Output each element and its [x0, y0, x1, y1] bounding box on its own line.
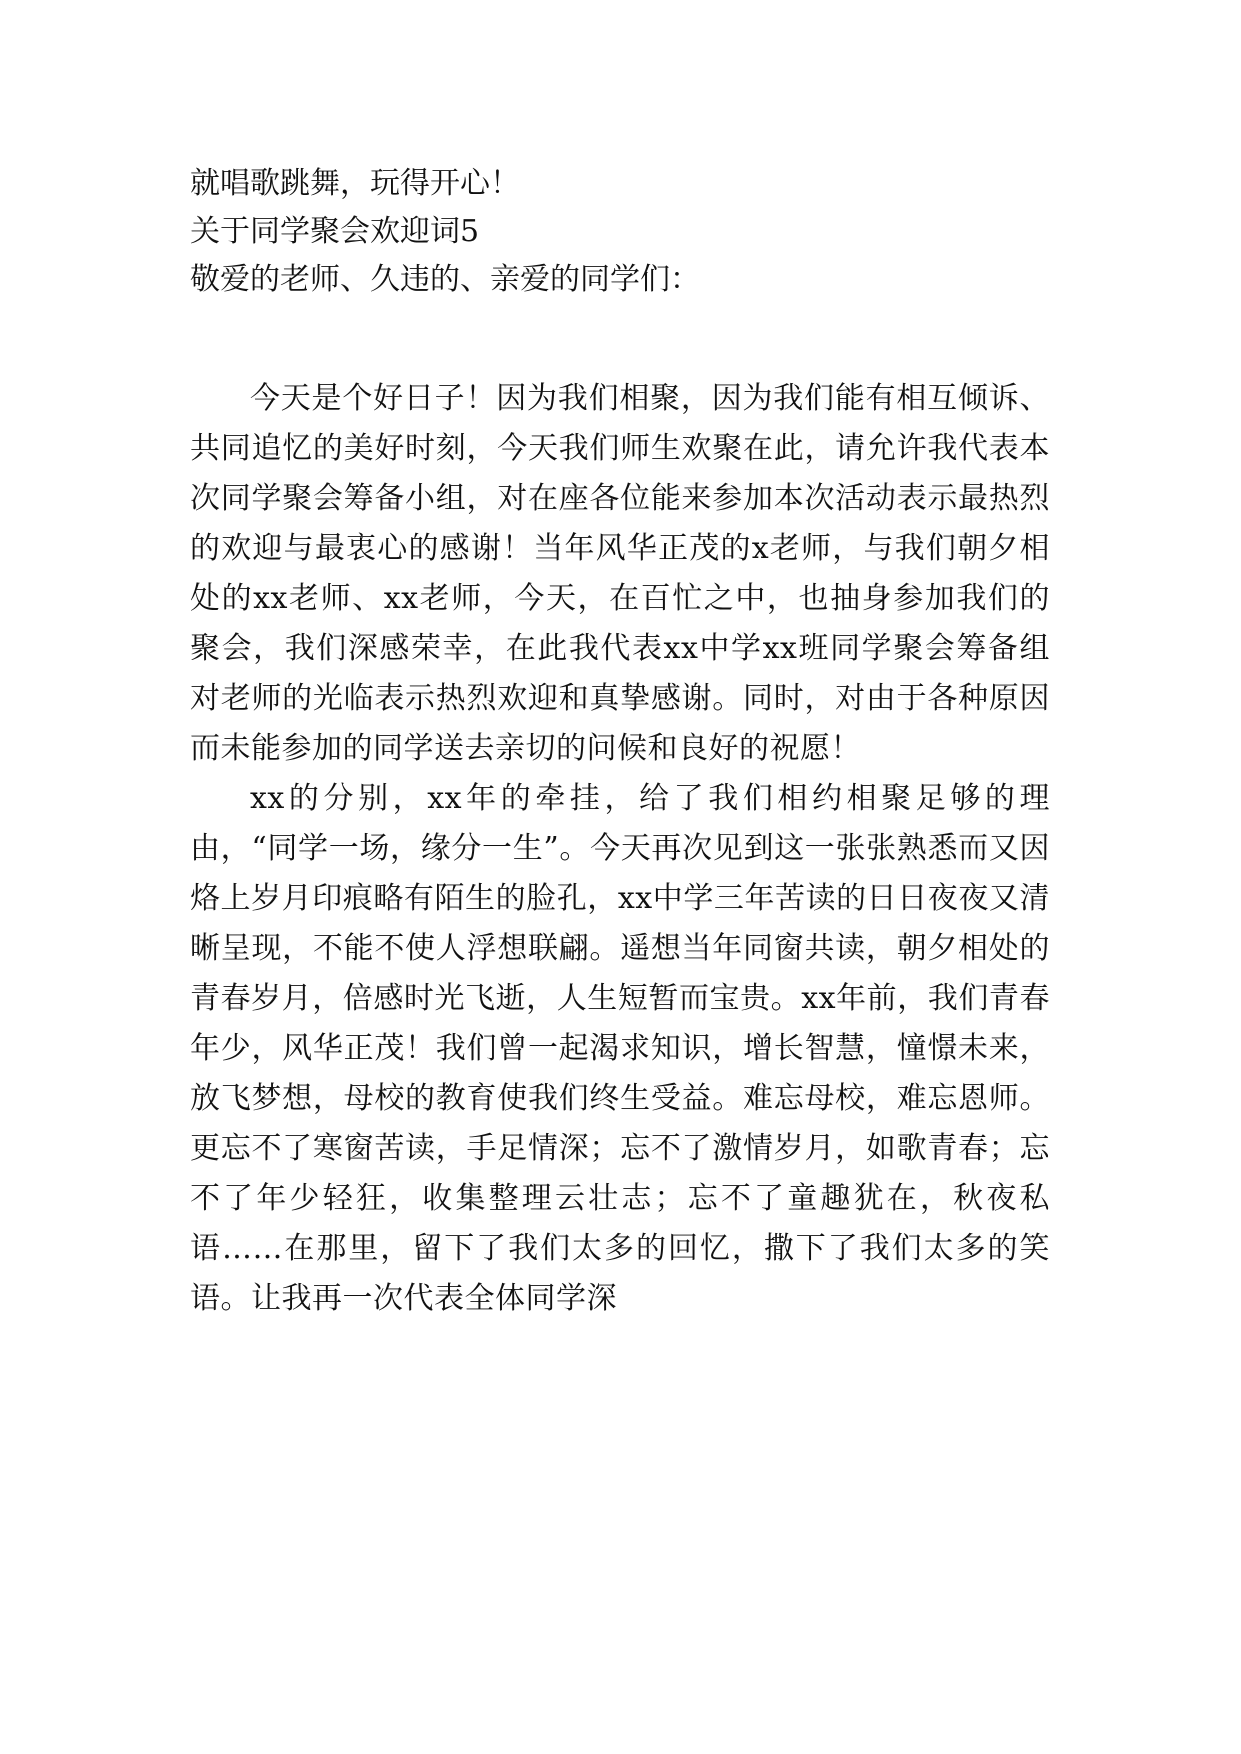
- document-body: [190, 160, 1050, 1324]
- paragraph-spacer: [190, 304, 1050, 374]
- salutation: 敬爱的老师、久违的、亲爱的同学们：: [190, 262, 700, 297]
- section-title: 关于同学聚会欢迎词5: [190, 214, 480, 249]
- paragraph-welcome: 今天是个好日子！因为我们相聚，因为我们能有相互倾诉、共同追忆的美好时刻，今天我们师生欢聚在此，请允许我代表本次同学聚会筹备小组，对在座各位能来参加本次活动表示最热烈的欢迎与最衷心的感谢！当年风华正茂的x老师，与我们朝夕相处的xx老师、xx老师，今天，在百忙之中，也抽身参加我们的聚会，我们深感荣幸，在此我代表xx中学xx班同学聚会筹备组对老师的光临表示热烈欢迎和真挚感谢。同时，对由于各种原因而未能参加的同学送去亲切的问候和良好的祝愿！: [190, 381, 1050, 766]
- paragraph-memories: xx的分别，xx年的牵挂，给了我们相约相聚足够的理由，“同学一场，缘分一生”。今天再次见到这一张张熟悉而又因烙上岁月印痕略有陌生的脸孔，xx中学三年苦读的日日夜夜又清晰呈现，不能不使人浮想联翩。遥想当年同窗共读，朝夕相处的青春岁月，倍感时光飞逝，人生短暂而宝贵。xx年前，我们青春年少，风华正茂！我们曾一起渴求知识，增长智慧，憧憬未来，放飞梦想，母校的教育使我们终生受益。难忘母校，难忘恩师。更忘不了寒窗苦读，手足情深；忘不了激情岁月，如歌青春；忘不了年少轻狂，收集整理云壮志；忘不了童趣犹在，秋夜私语……在那里，留下了我们太多的回忆，撒下了我们太多的笑语。让我再一次代表全体同学深: [190, 781, 1050, 1316]
- closing-line: 就唱歌跳舞，玩得开心！: [190, 166, 520, 201]
